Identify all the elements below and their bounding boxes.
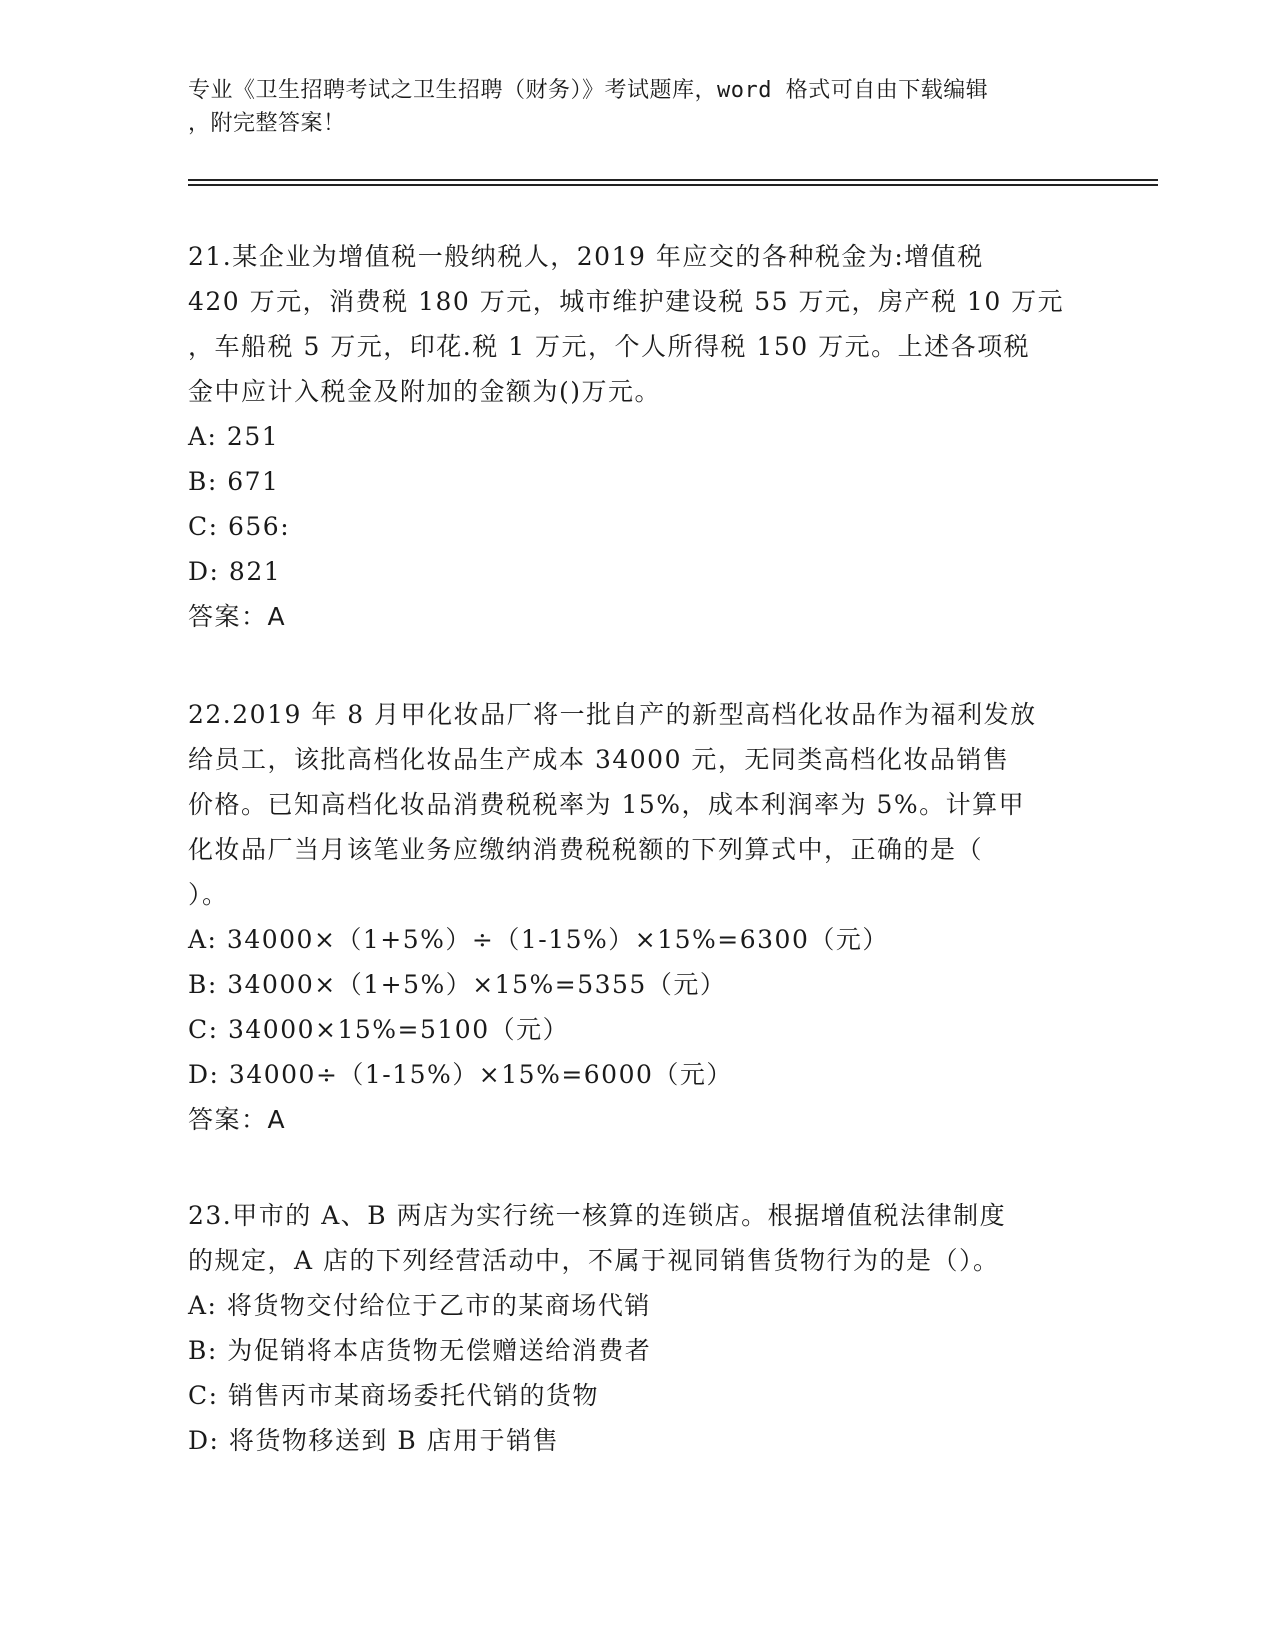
question-text-line: 价格。已知高档化妆品消费税税率为 15%，成本利润率为 5%。计算甲	[188, 790, 1026, 819]
header-rule-top	[188, 179, 1158, 181]
option-a: A: 将货物交付给位于乙市的某商场代销	[188, 1291, 651, 1320]
header-line-1: 专业《卫生招聘考试之卫生招聘（财务）》考试题库，word 格式可自由下载编辑	[188, 78, 989, 103]
question-text-line: 的规定，A 店的下列经营活动中，不属于视同销售货物行为的是（）。	[188, 1246, 1000, 1275]
option-a: A: 251	[188, 422, 280, 451]
question-text-line: 给员工，该批高档化妆品生产成本 34000 元，无同类高档化妆品销售	[188, 745, 1010, 774]
header-rule-bottom	[188, 184, 1158, 186]
question-text-line: ）。	[188, 880, 229, 909]
option-b: B: 34000×（1+5%）×15%=5355（元）	[188, 970, 727, 999]
answer-label: 答案：A	[188, 1105, 287, 1134]
question-23	[188, 1193, 1088, 1463]
answer-label: 答案：A	[188, 602, 287, 631]
question-text-line: 23.甲市的 A、B 两店为实行统一核算的连锁店。根据增值税法律制度	[188, 1201, 1007, 1230]
question-text-line: 22.2019 年 8 月甲化妆品厂将一批自产的新型高档化妆品作为福利发放	[188, 700, 1037, 729]
question-21	[188, 234, 1088, 639]
document-header	[188, 74, 1088, 140]
question-text-line: 21.某企业为增值税一般纳税人，2019 年应交的各种税金为:增值税	[188, 242, 984, 271]
option-b: B: 671	[188, 467, 280, 496]
question-22	[188, 692, 1088, 1142]
option-a: A: 34000×（1+5%）÷（1-15%）×15%=6300（元）	[188, 925, 889, 954]
question-text-line: ，车船税 5 万元，印花.税 1 万元，个人所得税 150 万元。上述各项税	[188, 332, 1031, 361]
option-c: C: 销售丙市某商场委托代销的货物	[188, 1381, 599, 1410]
option-c: C: 34000×15%=5100（元）	[188, 1015, 570, 1044]
option-d: D: 34000÷（1-15%）×15%=6000（元）	[188, 1060, 733, 1089]
header-line-2: ，附完整答案！	[188, 111, 346, 136]
question-text-line: 420 万元，消费税 180 万元，城市维护建设税 55 万元，房产税 10 万元	[188, 287, 1065, 316]
option-d: D: 将货物移送到 B 店用于销售	[188, 1426, 560, 1455]
option-c: C: 656:	[188, 512, 291, 541]
option-b: B: 为促销将本店货物无偿赠送给消费者	[188, 1336, 652, 1365]
option-d: D: 821	[188, 557, 282, 586]
question-text-line: 化妆品厂当月该笔业务应缴纳消费税税额的下列算式中，正确的是（	[188, 835, 984, 864]
question-text-line: 金中应计入税金及附加的金额为()万元。	[188, 377, 662, 406]
